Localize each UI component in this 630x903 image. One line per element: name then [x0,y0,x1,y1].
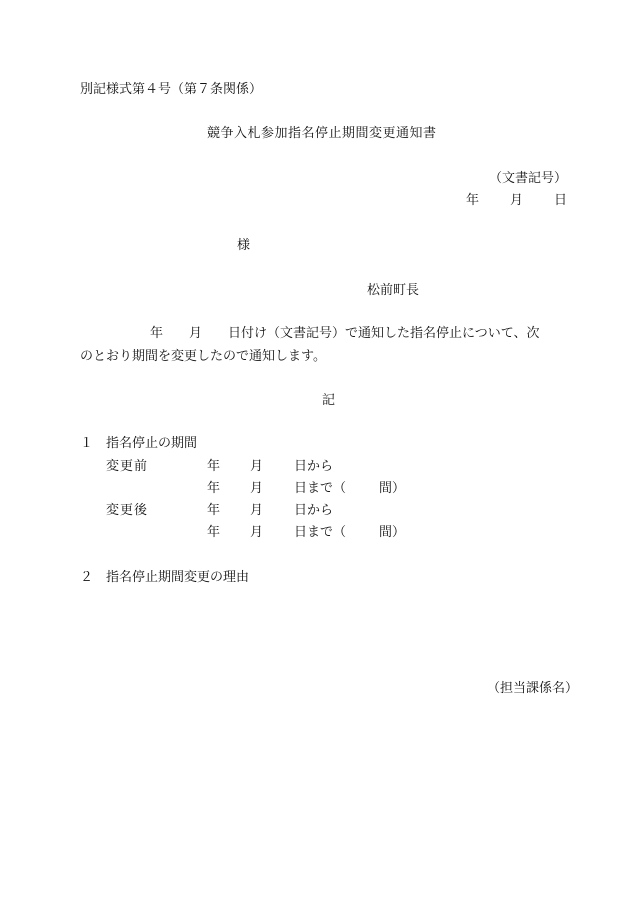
after-change-label: 変更後 [106,503,149,518]
item-2-number: ２ [80,570,94,585]
after-start-year: 年 [207,503,221,518]
item-1-title: 指名停止の期間 [106,436,198,451]
form-number: 別記様式第４号（第７条関係） [80,82,263,97]
date-year: 年 [466,193,480,208]
after-start-month: 月 [250,503,264,518]
body-line-1: 年 月 日付け（文書記号）で通知した指名停止について、次 [150,326,540,341]
ki-heading: 記 [322,393,336,408]
before-end-month: 月 [250,481,264,496]
contact-department: （担当課係名） [487,681,579,696]
after-period-close: 間） [379,525,406,540]
after-end-year: 年 [207,525,221,540]
before-start-month: 月 [250,459,264,474]
document-title: 競争入札参加指名停止期間変更通知書 [207,126,437,141]
after-end-day: 日まで（ [294,525,347,540]
sender-name: 松前町長 [367,283,420,298]
before-end-day: 日まで（ [294,481,347,496]
before-end-year: 年 [207,481,221,496]
after-end-month: 月 [250,525,264,540]
before-start-year: 年 [207,459,221,474]
item-1-number: １ [80,436,94,451]
after-start-day: 日から [294,503,334,518]
addressee-honorific: 様 [237,238,251,253]
date-month: 月 [510,193,524,208]
document-number: （文書記号） [489,171,568,186]
date-day: 日 [554,193,568,208]
item-2-title: 指名停止期間変更の理由 [106,570,250,585]
body-line-2: のとおり期間を変更したので通知します。 [80,349,326,364]
before-period-close: 間） [379,481,406,496]
before-start-day: 日から [294,459,334,474]
before-change-label: 変更前 [106,459,149,474]
